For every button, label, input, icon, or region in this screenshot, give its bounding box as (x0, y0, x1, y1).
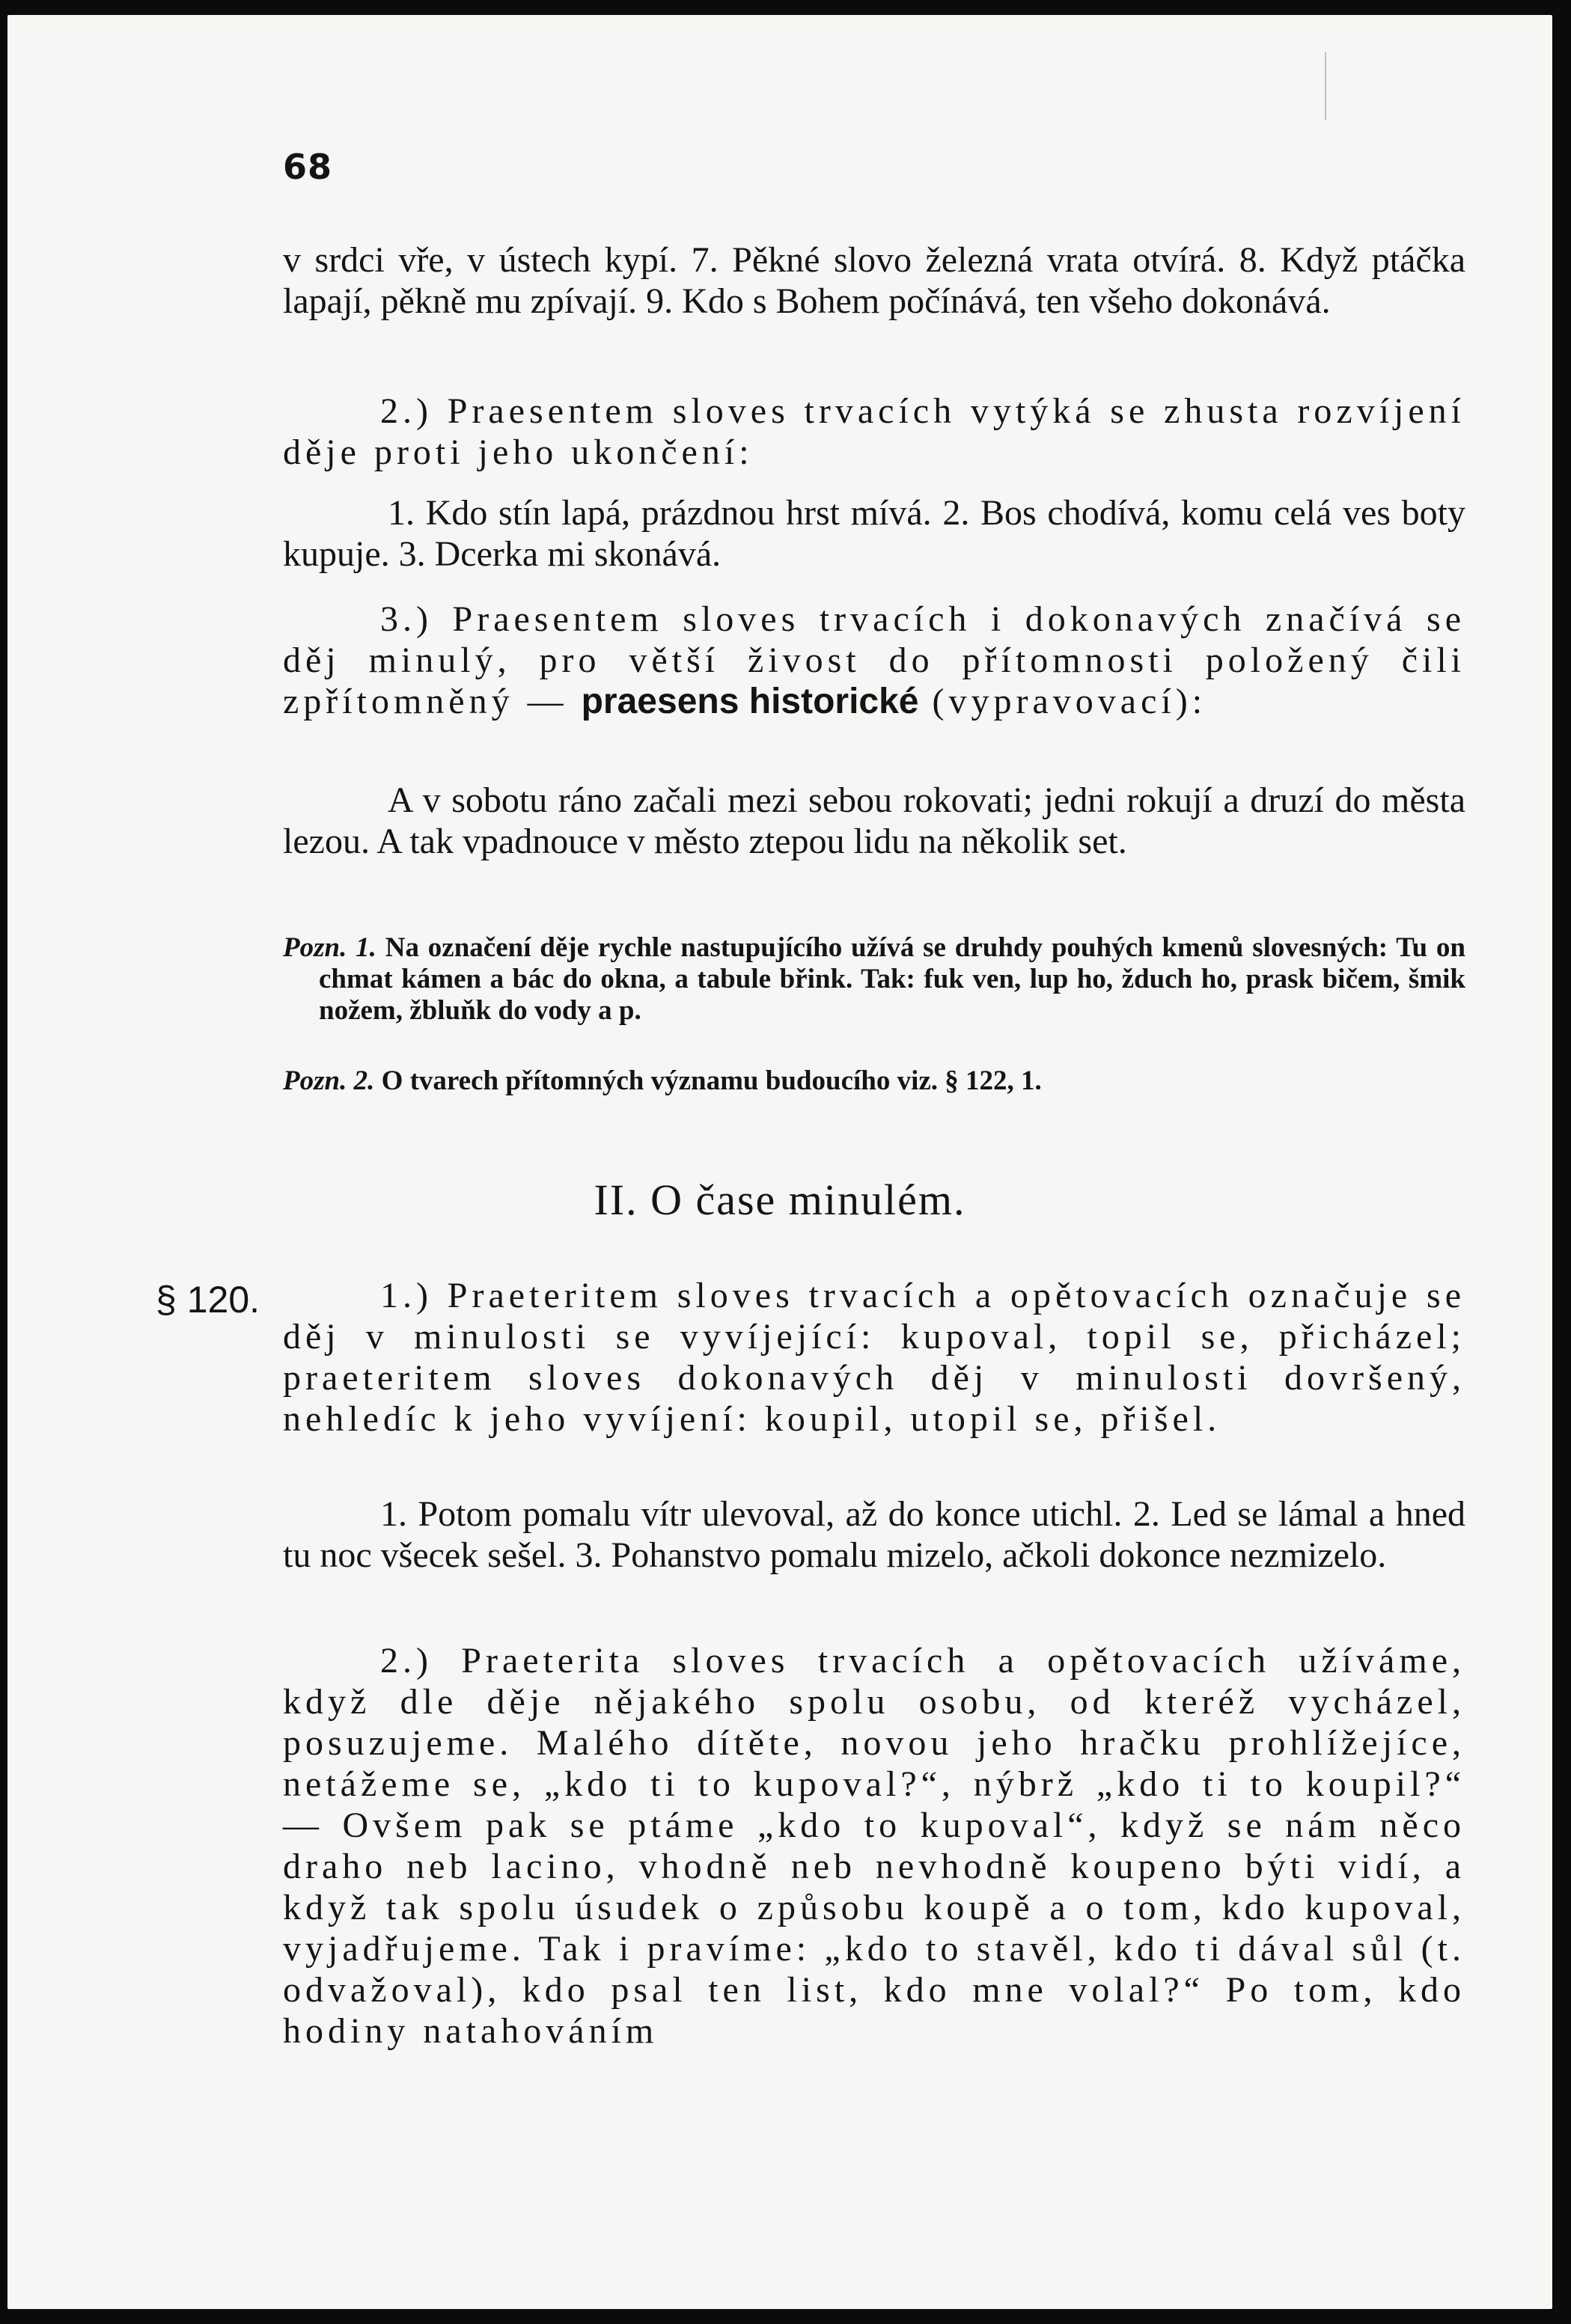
paragraph-7 (283, 1493, 1465, 1576)
note-1-text: Na označení děje rychle nastupujícího užívá se druhdy pouhých kmenů slovesných: Tu on chmat kámen a bác do okna, a tabule břink. Tak: fuk ven, lup ho, žduch ho, prask bičem, šmik nožem, žbluňk do vody a p. (319, 932, 1466, 1026)
note-1 (283, 932, 1465, 1027)
section-mark: § 120. (156, 1279, 260, 1321)
paragraph-6-text: 1.) Praeteritem sloves trvacích a opětovacích označuje se děj v minulosti se vyvíjející: kupoval, topil se, přicházel; praeteritem sloves dokonavých děj v minulosti dovršený, nehledíc k jeho vyvíjení: koupil, utopil se, přišel. (283, 1276, 1465, 1439)
note-2-text: O tvarech přítomných významu budoucího viz. § 122, 1. (381, 1065, 1042, 1096)
paragraph-8-text: 2.) Praeterita sloves trvacích a opětovacích užíváme, když dle děje nějakého spolu osobu, od kteréž vycházel, posuzujeme. Malého dítěte, novou jeho hračku prohlížejíce, netážeme se, „kdo ti to kupoval?“, nýbrž „kdo ti to koupil?“ — Ovšem pak se ptáme „kdo to kupoval“, když se nám něco draho neb lacino, vhodně neb nevhodně koupeno býti vidí, a když tak spolu úsudek o způsobu koupě a o tom, kdo kupoval, vyjadřujeme. Tak i pravíme: „kdo to stavěl, kdo ti dával sůl (t. odvažoval), kdo psal ten list, kdo mne volal?“ Po tom, kdo hodiny natahováním (283, 1641, 1465, 2051)
paragraph-1-text: v srdci vře, v ústech kypí. 7. Pěkné slovo železná vrata otvírá. 8. Když ptáčka lapají, pěkně mu zpívají. 9. Kdo s Bohem počínává, ten všeho dokonává. (283, 240, 1465, 321)
paragraph-4-body (283, 599, 1465, 722)
scan-edge-mark (1325, 52, 1326, 120)
paragraph-5 (283, 780, 1465, 862)
paragraph-1 (283, 239, 1465, 322)
note-1-label: Pozn. 1. (283, 932, 376, 963)
note-1-body (283, 932, 1465, 1027)
paragraph-3-text: 1. Kdo stín lapá, prázdnou hrst mívá. 2. Bos chodívá, komu celá ves boty kupuje. 3. Dcerka mi skonává. (283, 493, 1465, 574)
note-2-label: Pozn. 2. (283, 1065, 375, 1096)
paragraph-4-term: praesens historické (581, 682, 919, 721)
paragraph-5-text: A v sobotu ráno začali mezi sebou rokovati; jedni rokují a druzí do města lezou. A tak vpadnouce v město ztepou lidu na několik set. (283, 780, 1465, 861)
paragraph-4-text-a: 3.) Praesentem sloves trvacích i dokonavých značívá se děj minulý, pro větší živost do přítomnosti položený čili zpřítomněný — (283, 599, 1465, 721)
paragraph-4 (283, 599, 1465, 722)
paragraph-3 (283, 492, 1465, 575)
note-2-body (283, 1065, 1465, 1097)
paragraph-2 (283, 391, 1465, 473)
paragraph-6 (283, 1275, 1465, 1440)
paragraph-2-text: 2.) Praesentem sloves trvacích vytýká se zhusta rozvíjení děje proti jeho ukončení: (283, 391, 1465, 472)
paragraph-7-text: 1. Potom pomalu vítr ulevoval, až do konce utichl. 2. Led se lámal a hned tu noc všecek sešel. 3. Pohanstvo pomalu mizelo, ačkoli dokonce nezmizelo. (283, 1494, 1465, 1575)
page-number: 68 (283, 147, 333, 187)
book-page (7, 15, 1552, 2309)
note-2 (283, 1065, 1465, 1097)
section-heading: II. O čase minulém. (594, 1175, 966, 1224)
paragraph-8 (283, 1640, 1465, 2052)
paragraph-4-text-b: (vypravovací): (932, 682, 1207, 721)
